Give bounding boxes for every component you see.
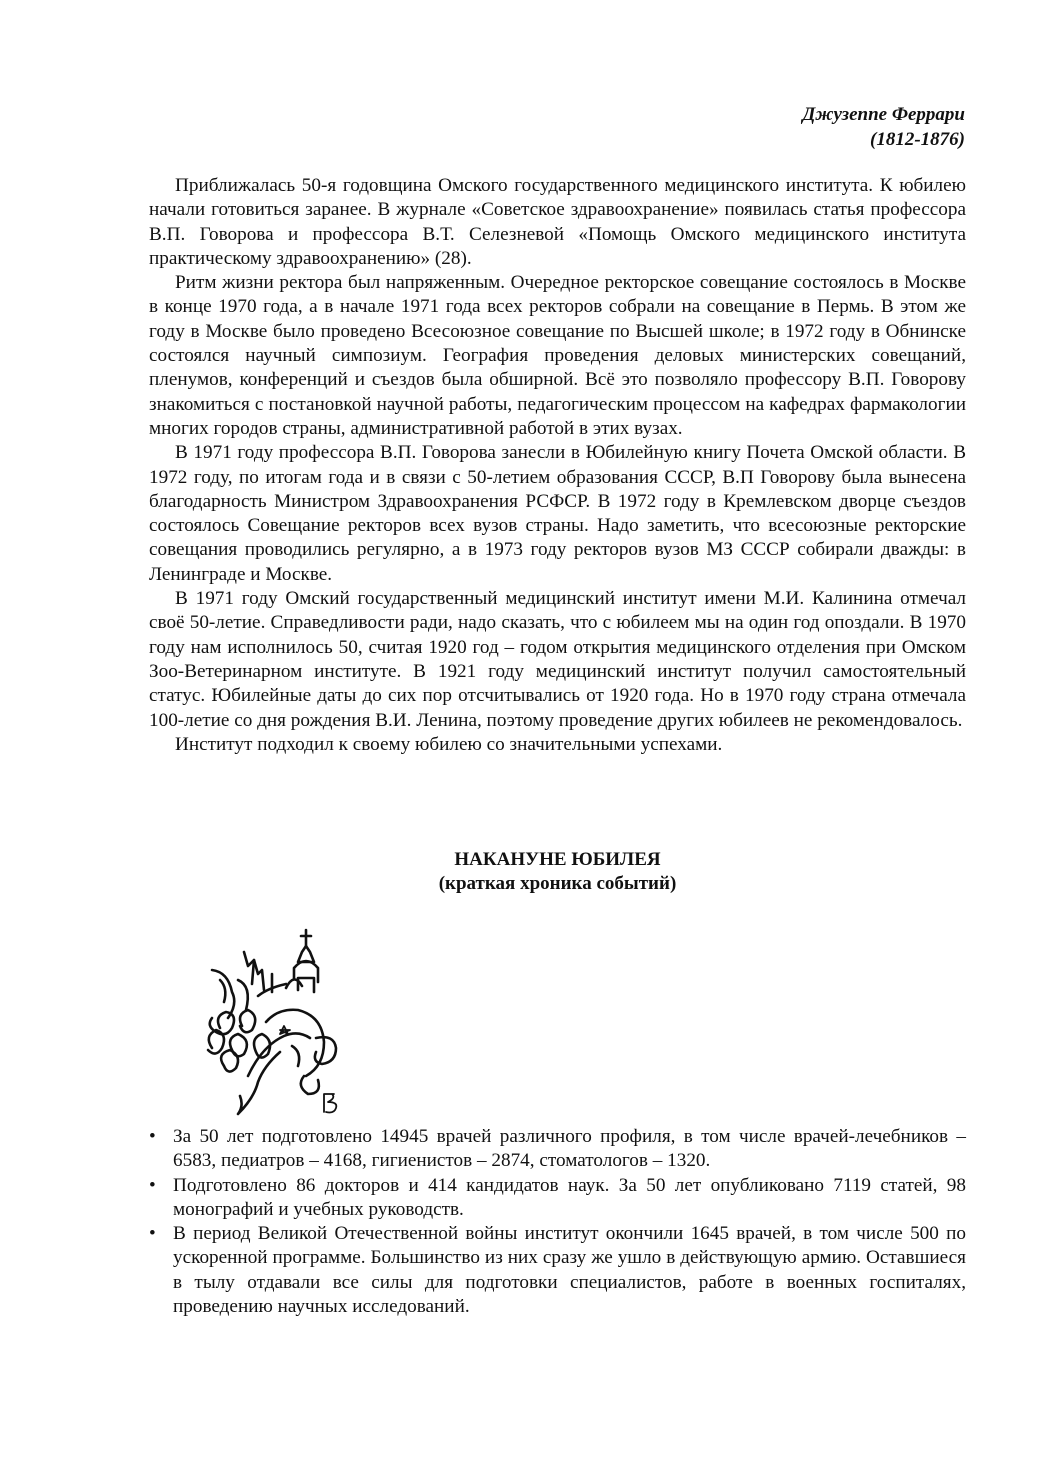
body-text — [149, 174, 966, 757]
paragraph: Приближалась 50-я годовщина Омского государственного медицинского института. К юбилею начали готовиться заранее. В журнале «Советское здравоохранение» появилась статья профессора В.П. Говорова и профессора В.Т. Селезневой «Помощь Омского медицинского института практическому здравоохранению» (28). — [149, 175, 966, 269]
paragraph: Институт подходил к своему юбилею со значительными успехами. — [175, 733, 723, 755]
list-item-text: За 50 лет подготовлено 14945 врачей различного профиля, в том числе врачей-лечебников – 6583, педиатров – 4168, гигиенистов – 2874, стоматологов – 1320. — [173, 1126, 966, 1172]
list-item-text: В период Великой Отечественной войны институт окончили 1645 врачей, в том числе 500 по ускоренной программе. Большинство из них сразу же ушло в действующую армию. Оставшиеся в тылу отдавали все силы для подготовки специалистов, работе в военных госпиталях, проведению научных исследований. — [173, 1223, 966, 1318]
section-subtitle: (краткая хроника событий) — [438, 873, 677, 894]
paragraph: В 1971 году профессора В.П. Говорова занесли в Юбилейную книгу Почета Омской области. В 1972 году, по итогам года и в связи с 50-летием образования СССР, В.П Говорову была вынесена благодарность Министром Здравоохранения РСФСР. В 1972 году в Кремлевском дворце съездов состоялось Совещание ректоров всех вузов страны. Надо заметить, что всесоюзные ректорские совещания проводились регулярно, а в 1973 году ректоров вузов МЗ СССР собирали дважды: в Ленинграде и Москве. — [149, 442, 966, 585]
omsk-institute-emblem-icon — [198, 926, 344, 1122]
list-item — [149, 1222, 966, 1319]
list-item — [149, 1125, 966, 1174]
bullet-icon: • — [149, 1174, 156, 1196]
paragraph: Ритм жизни ректора был напряженным. Очередное ректорское совещание состоялось в Москве в конце 1970 года, а в начале 1971 года всех ректоров собрали на совещание в Пермь. В этом же году в Москве было проведено Всесоюзное совещание по Высшей школе; в 1972 году в Обнинске состоялся научный симпозиум. География проведения деловых министерских совещаний, пленумов, конференций и съездов была обширной. Всё это позволяло профессору В.П. Говорову знакомиться с постановкой научной работы, педагогическим процессом на кафедрах фармакологии многих городов страны, административной работой в этих вузах. — [149, 272, 966, 439]
epigraph-author: Джузеппе Феррари — [802, 104, 965, 125]
section-title: НАКАНУНЕ ЮБИЛЕЯ — [454, 849, 661, 870]
bullet-icon: • — [149, 1223, 156, 1245]
bullet-list — [149, 1125, 966, 1319]
bullet-icon: • — [149, 1126, 156, 1147]
paragraph: В 1971 году Омский государственный медицинский институт имени М.И. Калинина отмечал своё 50-летие. Справедливости ради, надо сказать, что с юбилеем мы на один год опоздали. В 1970 году нам исполнилось 50, считая 1920 год – годом открытия медицинского отделения при Омском Зоо-Ветеринарном институте. В 1921 году медицинский институт получил самостоятельный статус. Юбилейные даты до сих пор отсчитывались от 1920 года. Но в 1970 году страна отмечала 100-летие со дня рождения В.И. Ленина, поэтому проведение других юбилеев не рекомендовалось. — [149, 588, 966, 731]
epigraph-years: (1812-1876) — [870, 129, 965, 150]
list-item-text: Подготовлено 86 докторов и 414 кандидатов наук. За 50 лет опубликовано 7119 статей, 98 монографий и учебных руководств. — [173, 1174, 966, 1220]
epigraph — [802, 102, 965, 152]
list-item — [149, 1174, 966, 1223]
